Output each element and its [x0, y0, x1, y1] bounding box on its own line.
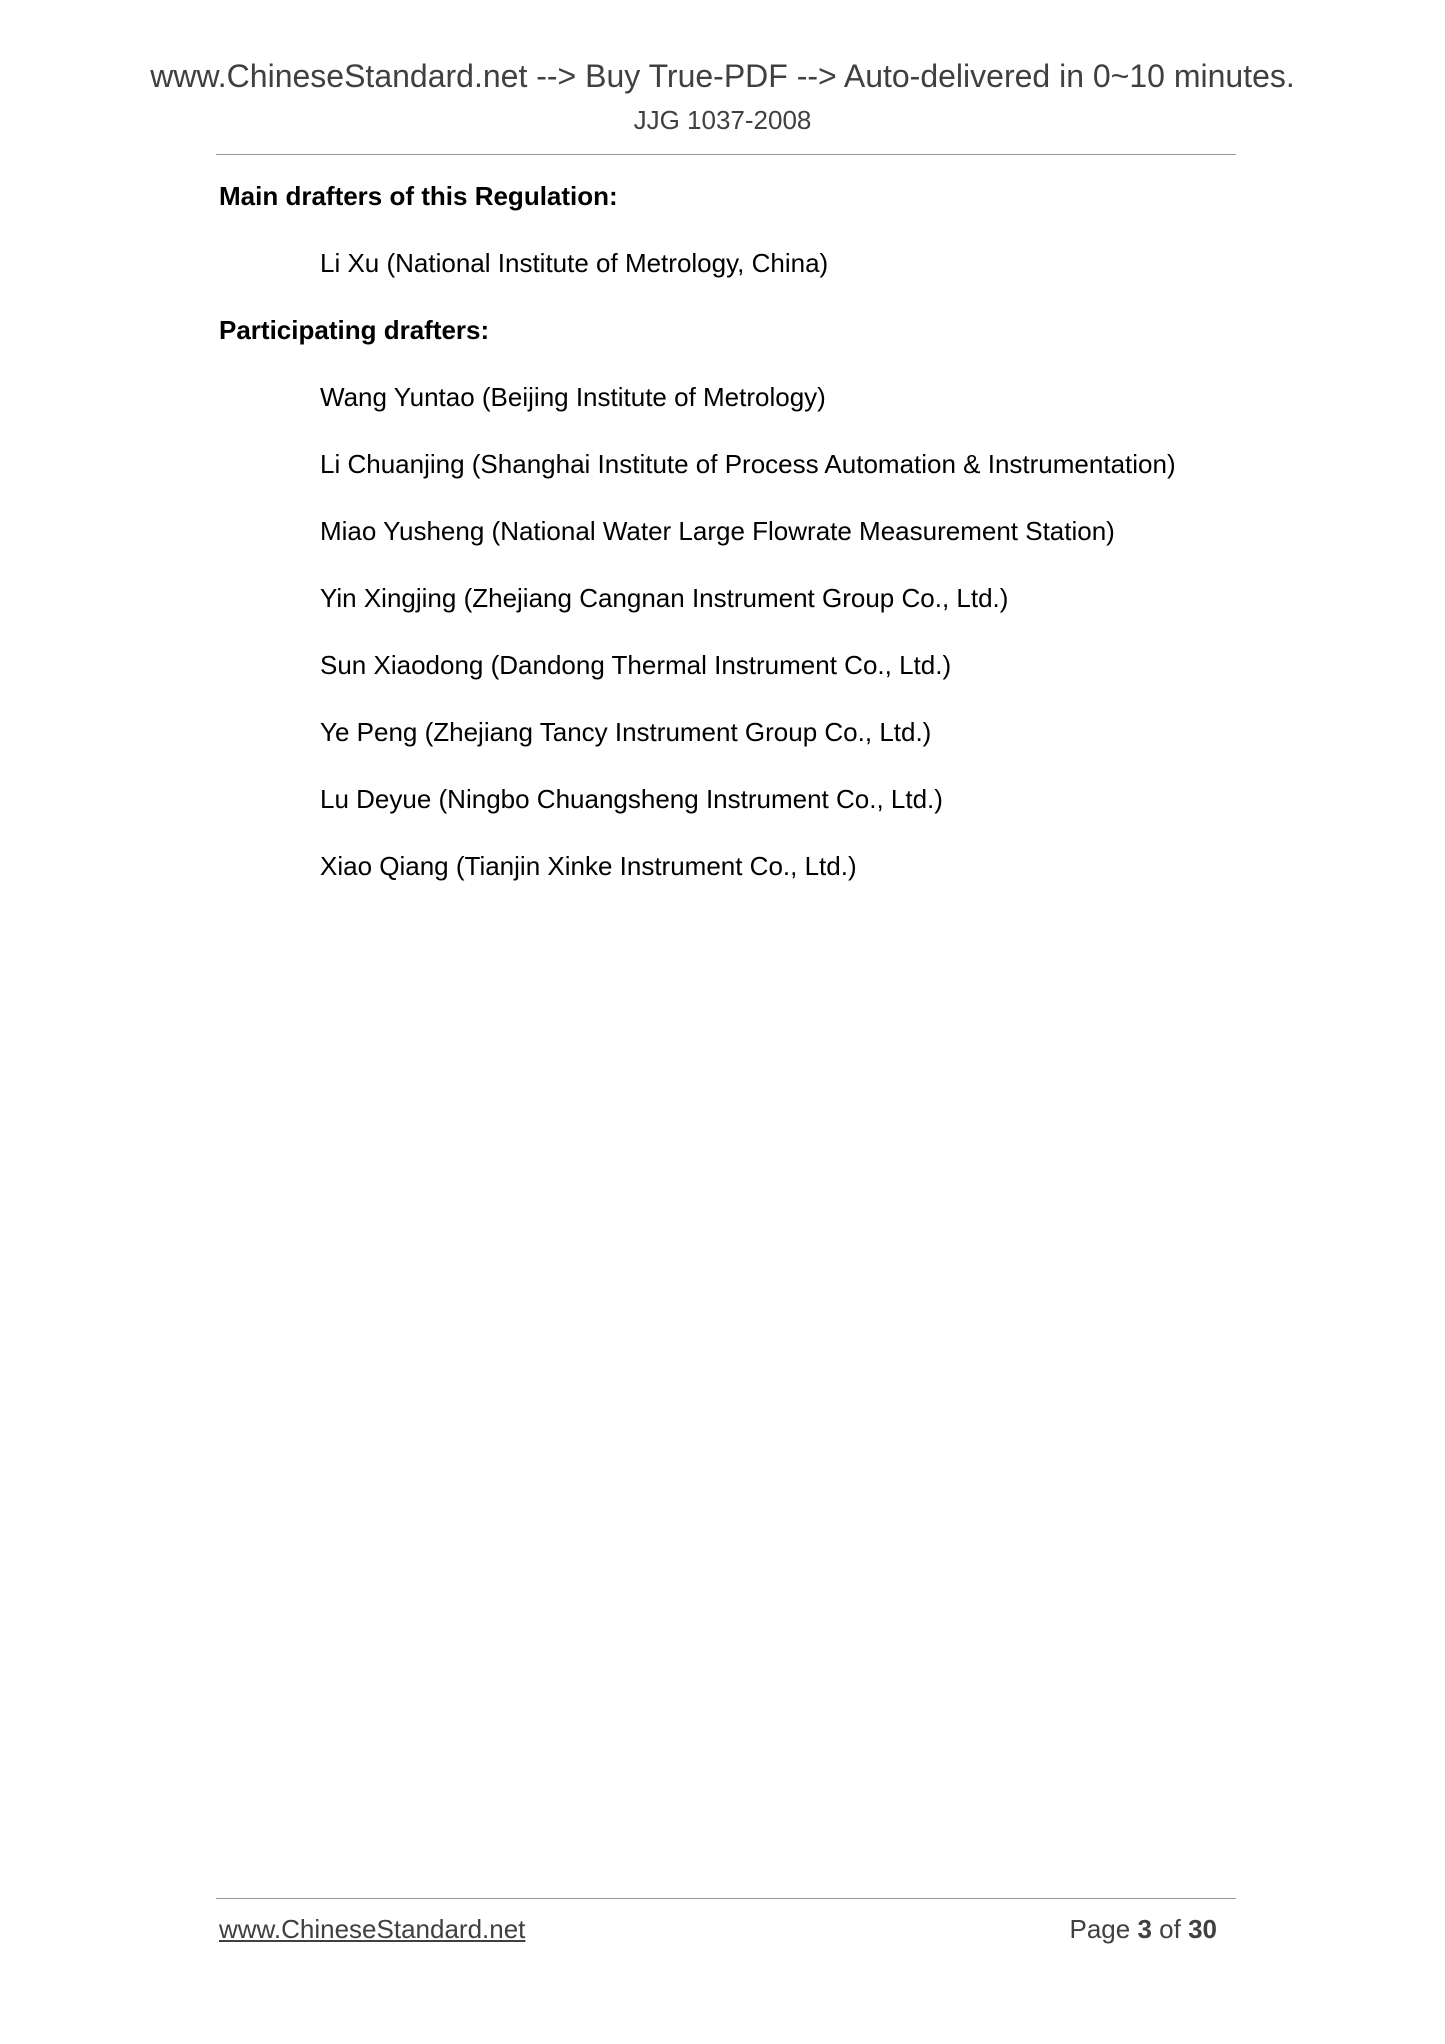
- participating-drafters-heading: Participating drafters:: [219, 315, 490, 345]
- participating-drafter-entry: Yin Xingjing (Zhejiang Cangnan Instrument Group Co., Ltd.): [320, 583, 1009, 613]
- document-code: JJG 1037-2008: [633, 105, 812, 135]
- header-divider: [216, 154, 1236, 155]
- participating-drafter-entry: Xiao Qiang (Tianjin Xinke Instrument Co., Ltd.): [320, 851, 857, 881]
- header-banner: www.ChineseStandard.net --> Buy True-PDF --> Auto-delivered in 0~10 minutes.: [150, 58, 1295, 94]
- participating-drafter-entry: Wang Yuntao (Beijing Institute of Metrology): [320, 382, 826, 412]
- page-total: 30: [1188, 1914, 1217, 1944]
- participating-drafter-entry: Ye Peng (Zhejiang Tancy Instrument Group Co., Ltd.): [320, 717, 932, 747]
- participating-drafter-entry: Miao Yusheng (National Water Large Flowrate Measurement Station): [320, 516, 1115, 546]
- page-word: Page: [1069, 1914, 1131, 1944]
- participating-drafter-entry: Lu Deyue (Ningbo Chuangsheng Instrument Co., Ltd.): [320, 784, 943, 814]
- page-current: 3: [1137, 1914, 1152, 1944]
- participating-drafter-entry: Li Chuanjing (Shanghai Institute of Process Automation & Instrumentation): [320, 449, 1176, 479]
- page-of: of: [1159, 1914, 1181, 1944]
- footer-divider: [216, 1898, 1236, 1899]
- footer-website-link[interactable]: www.ChineseStandard.net: [219, 1914, 526, 1944]
- page-number: [1069, 1912, 1217, 1946]
- main-drafter-entry: Li Xu (National Institute of Metrology, China): [320, 248, 829, 278]
- main-drafters-heading: Main drafters of this Regulation:: [219, 181, 618, 211]
- participating-drafter-entry: Sun Xiaodong (Dandong Thermal Instrument Co., Ltd.): [320, 650, 952, 680]
